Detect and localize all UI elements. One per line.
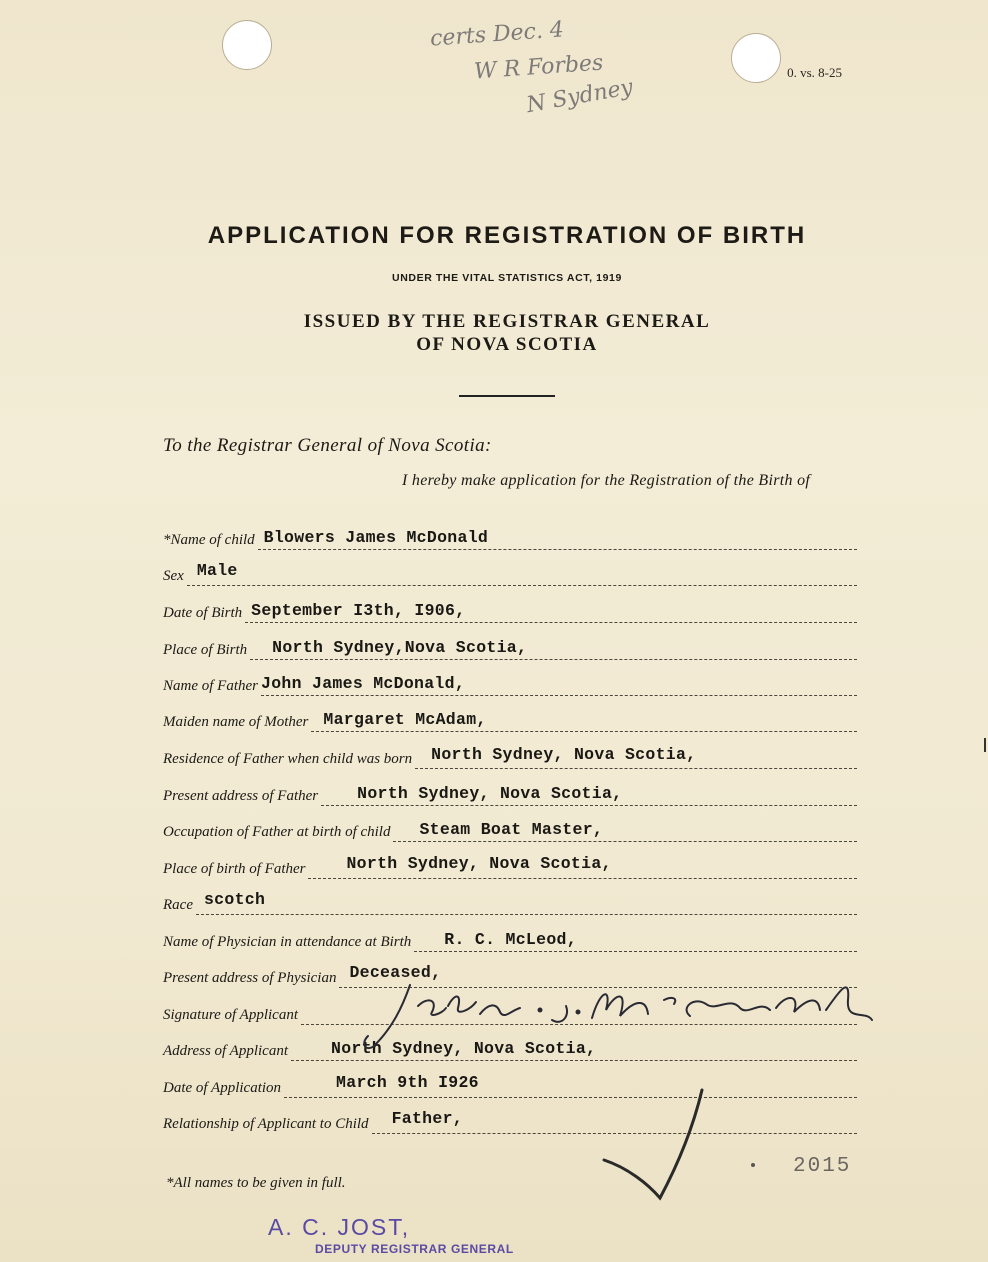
issued-line-2: OF NOVA SCOTIA: [416, 334, 598, 355]
field-label: Place of Birth: [163, 642, 248, 658]
field-label: Residence of Father when child was born: [163, 751, 413, 767]
salutation: To the Registrar General of Nova Scotia:: [163, 435, 492, 456]
handwritten-note: certs Dec. 4: [429, 17, 565, 52]
field-value: Blowers James McDonald: [263, 528, 489, 547]
act-reference: UNDER THE VITAL STATISTICS ACT, 1919: [392, 272, 622, 284]
field-value: Deceased,: [349, 963, 442, 982]
field-label: Maiden name of Mother: [163, 714, 309, 730]
field-value: North Sydney,Nova Scotia,: [272, 638, 528, 657]
field-label: Name of Father: [163, 678, 258, 694]
field-label: Occupation of Father at birth of child: [163, 824, 391, 840]
field-value: Steam Boat Master,: [419, 820, 604, 839]
field-label: Name of Physician in attendance at Birth: [163, 934, 412, 950]
field-label: *Name of child: [163, 532, 255, 548]
field-label: Race: [163, 897, 193, 913]
field-value: John James McDonald,: [261, 674, 466, 693]
field-label: Relationship of Applicant to Child: [163, 1116, 369, 1132]
field-value: R. C. McLeod,: [444, 930, 577, 949]
applicant-signature: [364, 985, 872, 1048]
field-label: Present address of Physician: [163, 970, 337, 986]
field-value: March 9th I926: [336, 1073, 479, 1092]
field-value: scotch: [203, 890, 266, 909]
footnote: *All names to be given in full.: [166, 1175, 346, 1191]
field-label: Signature of Applicant: [163, 1007, 298, 1023]
intro-text: I hereby make application for the Registration of the Birth of: [402, 472, 811, 489]
field-value: Male: [196, 561, 238, 580]
field-value: Father,: [391, 1109, 463, 1128]
field-value: North Sydney, Nova Scotia,: [357, 784, 623, 803]
handwritten-note: W R Forbes: [473, 50, 605, 85]
field-value: Margaret McAdam,: [323, 710, 487, 729]
issued-line-1: ISSUED BY THE REGISTRAR GENERAL: [303, 311, 711, 332]
field-label: Place of birth of Father: [163, 861, 306, 877]
field-label: Date of Application: [163, 1080, 282, 1096]
form-title: APPLICATION FOR REGISTRATION OF BIRTH: [207, 222, 807, 249]
field-label: Present address of Father: [163, 788, 319, 804]
handwritten-note: N Sydney: [524, 74, 635, 119]
field-label: Sex: [163, 568, 184, 584]
registration-number: 2015: [793, 1155, 852, 1178]
field-value: North Sydney, Nova Scotia,: [331, 1039, 597, 1058]
check-mark: [604, 1090, 702, 1198]
registrar-stamp-name: A. C. JOST,: [268, 1214, 411, 1240]
field-label: Date of Birth: [163, 605, 243, 621]
form-number: 0. vs. 8-25: [787, 65, 842, 80]
field-value: September I3th, I906,: [251, 601, 466, 620]
field-label: Address of Applicant: [163, 1043, 288, 1059]
field-value: North Sydney, Nova Scotia,: [346, 854, 612, 873]
field-value: North Sydney, Nova Scotia,: [431, 745, 697, 764]
registrar-stamp-title: DEPUTY REGISTRAR GENERAL: [315, 1242, 514, 1256]
